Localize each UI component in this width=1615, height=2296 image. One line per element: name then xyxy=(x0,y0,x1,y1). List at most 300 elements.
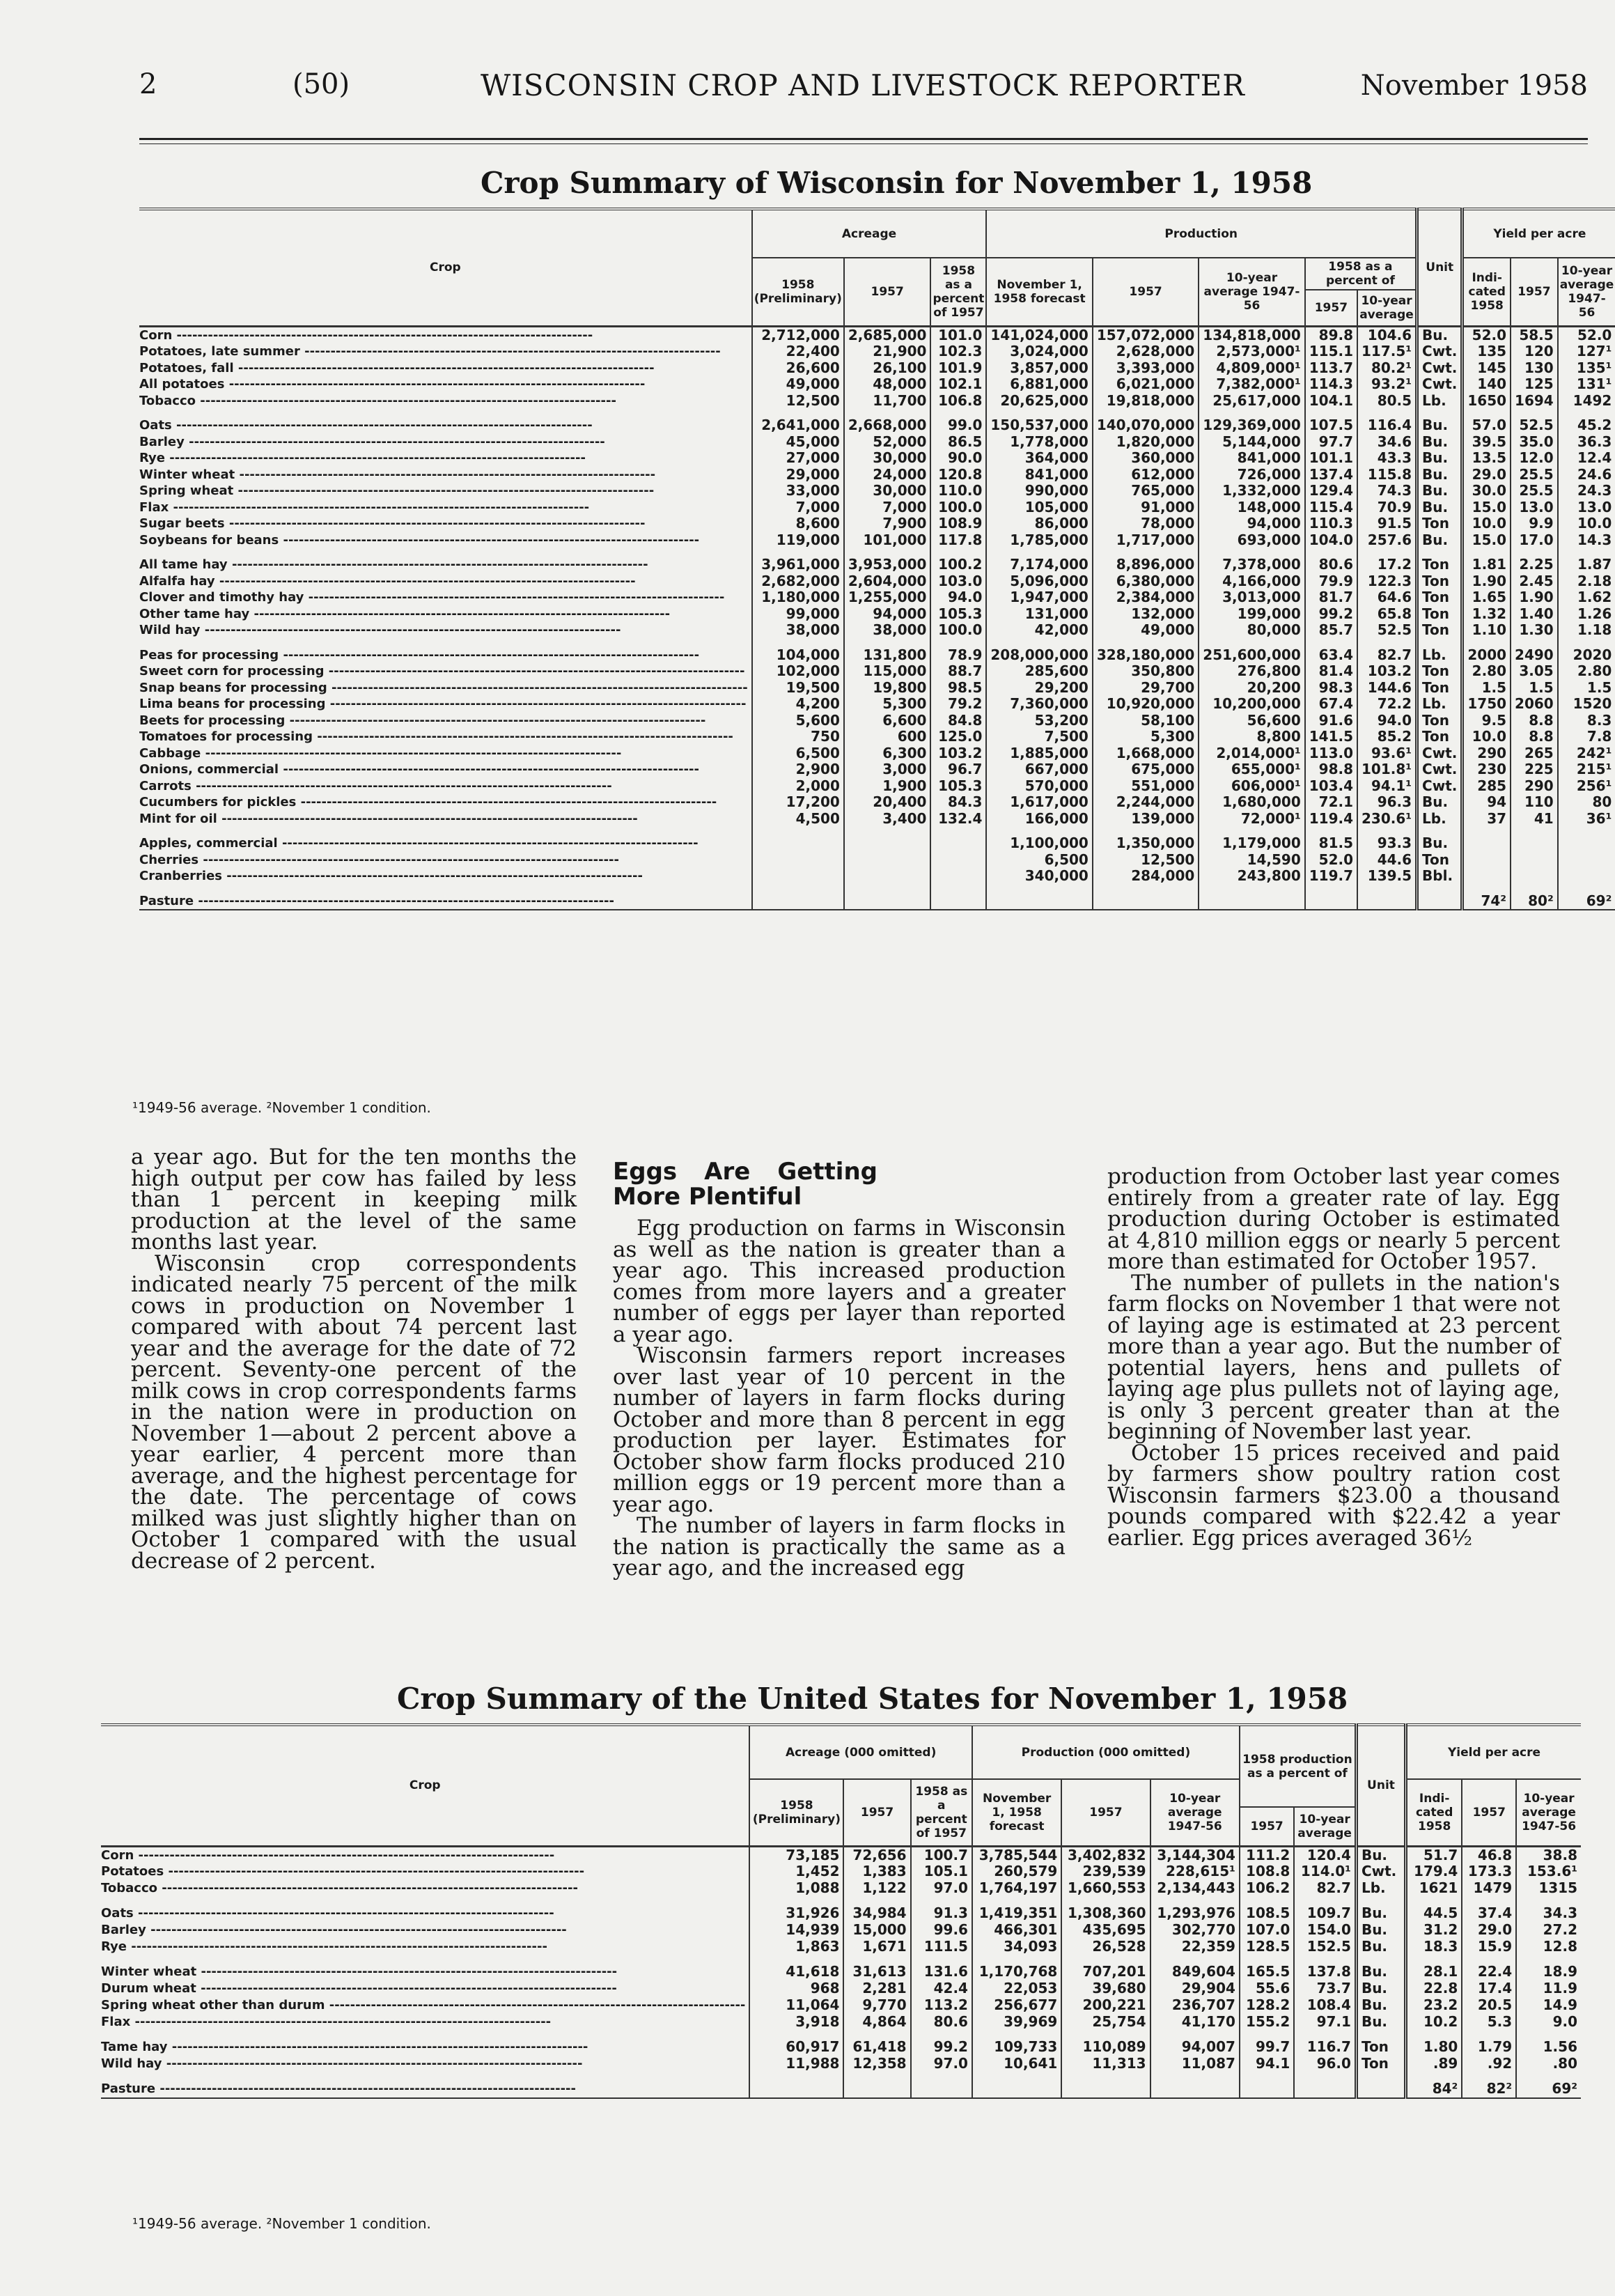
value-cell xyxy=(844,835,931,852)
value-cell: 8.3 xyxy=(1558,713,1615,729)
unit-cell: Bu. xyxy=(1417,326,1462,343)
value-cell: 130 xyxy=(1511,360,1558,377)
value-cell: 81.4 xyxy=(1305,663,1357,680)
crop-name: Barley -------------------------------------------------------------------------------- xyxy=(139,434,605,449)
value-cell xyxy=(930,835,986,852)
value-cell: 98.5 xyxy=(930,680,986,697)
table-row xyxy=(139,483,1615,499)
leader-dots: -------------------------------------------------------------------------------- xyxy=(299,344,721,359)
value-cell: 17.4 xyxy=(1462,1980,1516,1997)
value-cell: 1,947,000 xyxy=(986,589,1092,606)
value-cell: 27,000 xyxy=(752,450,844,467)
value-cell: 2,281 xyxy=(843,1980,910,1997)
col-crop: Crop xyxy=(139,209,752,326)
col-acre-1957: 1957 xyxy=(843,1779,910,1846)
spacer-cell xyxy=(1199,885,1304,893)
value-cell: 7,500 xyxy=(986,729,1092,745)
value-cell: 2020 xyxy=(1558,647,1615,664)
value-cell: 14,590 xyxy=(1199,852,1304,869)
value-cell: 1.5 xyxy=(1511,680,1558,697)
value-cell: 94 xyxy=(1462,794,1511,811)
table-row xyxy=(101,2014,1581,2031)
value-cell: 6,300 xyxy=(844,745,931,762)
value-cell: 35.0 xyxy=(1511,434,1558,451)
value-cell: 5,600 xyxy=(752,713,844,729)
spacer-cell xyxy=(752,827,844,835)
value-cell: .92 xyxy=(1462,2056,1516,2072)
page-header xyxy=(139,68,1588,110)
value-cell: 84.8 xyxy=(930,713,986,729)
value-cell: 119.7 xyxy=(1305,868,1357,885)
value-cell: 110 xyxy=(1511,794,1558,811)
value-cell: 79.2 xyxy=(930,696,986,713)
value-cell: 12.8 xyxy=(1516,1939,1581,1955)
crop-name: Oats -------------------------------------------------------------------------------- xyxy=(139,418,593,433)
value-cell: 2,000 xyxy=(752,778,844,795)
spacer-cell xyxy=(139,409,752,417)
value-cell xyxy=(1199,893,1304,910)
value-cell: 103.4 xyxy=(1305,778,1357,795)
value-cell xyxy=(1240,2081,1294,2098)
value-cell: 1,660,553 xyxy=(1061,1880,1150,1897)
value-cell: 43.3 xyxy=(1357,450,1417,467)
value-cell: 85.7 xyxy=(1305,622,1357,639)
leader-dots: -------------------------------------------------------------------------------- xyxy=(249,606,671,621)
value-cell: 60,917 xyxy=(749,2039,843,2056)
value-cell: 6,021,000 xyxy=(1093,376,1199,393)
leader-dots: -------------------------------------------------------------------------------- xyxy=(196,1981,617,1996)
value-cell: 25,617,000 xyxy=(1199,393,1304,410)
leader-dots: -------------------------------------------------------------------------------- xyxy=(227,557,648,572)
value-cell: 94,000 xyxy=(844,606,931,623)
value-cell: 89.8 xyxy=(1305,326,1357,343)
value-cell: 29,000 xyxy=(752,467,844,483)
value-cell: 25.5 xyxy=(1511,467,1558,483)
value-cell: 51.7 xyxy=(1406,1846,1462,1863)
value-cell: 88.7 xyxy=(930,663,986,680)
table-row xyxy=(139,343,1615,360)
table-row xyxy=(139,696,1615,713)
unit-cell: Ton xyxy=(1417,622,1462,639)
col-unit: Unit xyxy=(1356,1725,1405,1846)
unit-cell xyxy=(1417,893,1462,910)
value-cell: 17.2 xyxy=(1357,557,1417,573)
wi-crop-table xyxy=(139,208,1615,910)
value-cell: 23.2 xyxy=(1406,1997,1462,2014)
value-cell: 45,000 xyxy=(752,434,844,451)
leader-dots: -------------------------------------------------------------------------------- xyxy=(279,647,700,662)
unit-cell: Bu. xyxy=(1356,1922,1405,1939)
value-cell: 45.2 xyxy=(1558,417,1615,434)
value-cell: 29,904 xyxy=(1150,1980,1240,1997)
value-cell: 570,000 xyxy=(986,778,1092,795)
value-cell: 2,682,000 xyxy=(752,573,844,590)
value-cell: 9.9 xyxy=(1511,515,1558,532)
value-cell: 115,000 xyxy=(844,663,931,680)
leader-dots: -------------------------------------------------------------------------------- xyxy=(133,1906,554,1921)
value-cell: 101.9 xyxy=(930,360,986,377)
value-cell: 1.90 xyxy=(1462,573,1511,590)
spacer-cell xyxy=(139,827,752,835)
col-yield-1957: 1957 xyxy=(1462,1779,1516,1846)
value-cell: 4,200 xyxy=(752,696,844,713)
unit-cell: Cwt. xyxy=(1417,745,1462,762)
value-cell: 72.2 xyxy=(1357,696,1417,713)
value-cell: 153.6¹ xyxy=(1516,1863,1581,1880)
value-cell: 1.90 xyxy=(1511,589,1558,606)
col-prod-pct: 1958 production as a percent of xyxy=(1240,1725,1357,1807)
value-cell: 111.5 xyxy=(911,1939,972,1955)
value-cell: 5,144,000 xyxy=(1199,434,1304,451)
unit-cell: Bu. xyxy=(1417,794,1462,811)
value-cell: 22,053 xyxy=(972,1980,1061,1997)
value-cell: 100.2 xyxy=(930,557,986,573)
value-cell: 84² xyxy=(1406,2081,1462,2098)
value-cell: 94.1¹ xyxy=(1357,778,1417,795)
value-cell: 101.0 xyxy=(930,326,986,343)
col-prod-pct-10yr: 10-year average xyxy=(1357,290,1417,326)
table-row xyxy=(139,713,1615,729)
value-cell: 17.0 xyxy=(1511,532,1558,549)
leader-dots: -------------------------------------------------------------------------------- xyxy=(279,532,700,548)
table-row xyxy=(101,1997,1581,2014)
col-yield-10yr: 10-year average 1947-56 xyxy=(1558,258,1615,326)
wi-table-title: Crop Summary of Wisconsin for November 1, 1958 xyxy=(481,166,1313,200)
value-cell: 3,400 xyxy=(844,811,931,828)
leader-dots: -------------------------------------------------------------------------------- xyxy=(184,434,605,449)
value-cell: 290 xyxy=(1462,745,1511,762)
table-row xyxy=(139,573,1615,590)
value-cell: 1.5 xyxy=(1462,680,1511,697)
crop-name: Winter wheat -------------------------------------------------------------------------------- xyxy=(139,467,656,482)
value-cell: 3,000 xyxy=(844,761,931,778)
value-cell: 2,628,000 xyxy=(1093,343,1199,360)
us-crop-table xyxy=(101,1723,1581,2099)
value-cell: 27.2 xyxy=(1516,1922,1581,1939)
value-cell: 131,000 xyxy=(986,606,1092,623)
value-cell: 18.9 xyxy=(1516,1964,1581,1980)
table-row xyxy=(101,2039,1581,2056)
crop-name: Lima beans for processing -------------------------------------------------------------------------------- xyxy=(139,697,747,711)
leader-dots: -------------------------------------------------------------------------------- xyxy=(222,869,643,883)
col-acreage: Acreage xyxy=(752,209,987,258)
article-column-2 xyxy=(613,1159,1066,1579)
value-cell: 230.6¹ xyxy=(1357,811,1417,828)
value-cell: 52.5 xyxy=(1511,417,1558,434)
value-cell: 20,200 xyxy=(1199,680,1304,697)
value-cell: 29.0 xyxy=(1462,467,1511,483)
value-cell: 55.6 xyxy=(1240,1980,1294,1997)
leader-dots: -------------------------------------------------------------------------------- xyxy=(194,893,615,908)
value-cell: 108.5 xyxy=(1240,1905,1294,1922)
crop-name: All tame hay -------------------------------------------------------------------------------- xyxy=(139,557,648,572)
table-row xyxy=(139,589,1615,606)
table-row xyxy=(101,1980,1581,1997)
value-cell: 22.4 xyxy=(1462,1964,1516,1980)
spacer-cell xyxy=(139,548,752,557)
value-cell xyxy=(986,893,1092,910)
table-row xyxy=(139,376,1615,393)
unit-cell: Ton xyxy=(1417,663,1462,680)
value-cell: 140,070,000 xyxy=(1093,417,1199,434)
crop-name: Cucumbers for pickles -------------------------------------------------------------------------------- xyxy=(139,795,717,809)
leader-dots: -------------------------------------------------------------------------------- xyxy=(233,360,655,375)
value-cell: 137.8 xyxy=(1294,1964,1356,1980)
value-cell: 127¹ xyxy=(1558,343,1615,360)
value-cell: 125.0 xyxy=(930,729,986,745)
value-cell xyxy=(1511,835,1558,852)
value-cell: 110.3 xyxy=(1305,515,1357,532)
value-cell: 22.8 xyxy=(1406,1980,1462,1997)
leader-dots: -------------------------------------------------------------------------------- xyxy=(171,418,593,433)
value-cell: 19,818,000 xyxy=(1093,393,1199,410)
spacer-cell xyxy=(101,1897,749,1905)
value-cell: 3,144,304 xyxy=(1150,1846,1240,1863)
value-cell: 11,064 xyxy=(749,1997,843,2014)
table-row xyxy=(139,893,1615,910)
value-cell: 1,863 xyxy=(749,1939,843,1955)
value-cell: 72,000¹ xyxy=(1199,811,1304,828)
crop-name: Cabbage -------------------------------------------------------------------------------- xyxy=(139,745,622,761)
value-cell: 84.3 xyxy=(930,794,986,811)
value-cell: 30,000 xyxy=(844,483,931,499)
value-cell: 48,000 xyxy=(844,376,931,393)
value-cell: 72.1 xyxy=(1305,794,1357,811)
value-cell: 10.2 xyxy=(1406,2014,1462,2031)
value-cell: 350,800 xyxy=(1093,663,1199,680)
value-cell: 119.4 xyxy=(1305,811,1357,828)
value-cell: 36¹ xyxy=(1558,811,1615,828)
value-cell: 606,000¹ xyxy=(1199,778,1304,795)
value-cell: 99.2 xyxy=(911,2039,972,2056)
value-cell: 100.0 xyxy=(930,499,986,516)
value-cell: 154.0 xyxy=(1294,1922,1356,1939)
value-cell: 12,358 xyxy=(843,2056,910,2072)
value-cell: 7,360,000 xyxy=(986,696,1092,713)
paragraph: production from October last year comes entirely from a greater rate of lay. Egg production during October is estimated at 4,810 million eggs or nearly 5 percent more than estimated for October 1957. xyxy=(1107,1164,1560,1274)
value-cell: 2,712,000 xyxy=(752,326,844,343)
crop-name: Soybeans for beans -------------------------------------------------------------------------------- xyxy=(139,532,700,548)
value-cell: 3,857,000 xyxy=(986,360,1092,377)
value-cell: 257.6 xyxy=(1357,532,1417,549)
value-cell: 1520 xyxy=(1558,696,1615,713)
value-cell: 131,800 xyxy=(844,647,931,664)
value-cell: 15,000 xyxy=(843,1922,910,1939)
value-cell: 285 xyxy=(1462,778,1511,795)
value-cell: 2,641,000 xyxy=(752,417,844,434)
value-cell: 20.5 xyxy=(1462,1997,1516,2014)
leader-dots: -------------------------------------------------------------------------------- xyxy=(165,451,586,465)
unit-cell: Cwt. xyxy=(1356,1863,1405,1880)
crop-name: Carrots -------------------------------------------------------------------------------- xyxy=(139,778,612,793)
value-cell: 18.3 xyxy=(1406,1939,1462,1955)
value-cell: 8,800 xyxy=(1199,729,1304,745)
leader-dots: -------------------------------------------------------------------------------- xyxy=(325,697,747,711)
col-acre-1957: 1957 xyxy=(844,258,931,326)
unit-cell: Bu. xyxy=(1417,835,1462,852)
value-cell: 1492 xyxy=(1558,393,1615,410)
value-cell: 1.80 xyxy=(1406,2039,1462,2056)
value-cell: 179.4 xyxy=(1406,1863,1462,1880)
table-row xyxy=(139,499,1615,516)
value-cell: 139.5 xyxy=(1357,868,1417,885)
value-cell: 96.7 xyxy=(930,761,986,778)
value-cell: 108.8 xyxy=(1240,1863,1294,1880)
value-cell: 466,301 xyxy=(972,1922,1061,1939)
value-cell: 225 xyxy=(1511,761,1558,778)
value-cell: 340,000 xyxy=(986,868,1092,885)
value-cell: 22,359 xyxy=(1150,1939,1240,1955)
value-cell: 65.8 xyxy=(1357,606,1417,623)
leader-dots: -------------------------------------------------------------------------------- xyxy=(296,795,717,809)
value-cell: 228,615¹ xyxy=(1150,1863,1240,1880)
leader-dots: -------------------------------------------------------------------------------- xyxy=(191,778,612,793)
crop-name: Corn -------------------------------------------------------------------------------- xyxy=(139,327,593,343)
leader-dots: -------------------------------------------------------------------------------- xyxy=(224,516,646,531)
unit-cell: Cwt. xyxy=(1417,778,1462,795)
spacer-cell xyxy=(844,885,931,893)
leader-dots: -------------------------------------------------------------------------------- xyxy=(162,2056,583,2071)
value-cell: 80.5 xyxy=(1357,393,1417,410)
value-cell: 128.5 xyxy=(1240,1939,1294,1955)
crop-name: Apples, commercial -------------------------------------------------------------------------------- xyxy=(139,836,699,851)
wi-table-body xyxy=(139,326,1615,910)
value-cell: 1.32 xyxy=(1462,606,1511,623)
value-cell: 8.8 xyxy=(1511,713,1558,729)
value-cell: 1,088 xyxy=(749,1880,843,1897)
spacer-cell xyxy=(1093,885,1199,893)
leader-dots: -------------------------------------------------------------------------------- xyxy=(324,664,745,678)
value-cell: 6,881,000 xyxy=(986,376,1092,393)
value-cell: 110,089 xyxy=(1061,2039,1150,2056)
leader-dots: -------------------------------------------------------------------------------- xyxy=(127,1939,547,1954)
spacer-cell xyxy=(844,639,931,647)
value-cell: 3,953,000 xyxy=(844,557,931,573)
value-cell: 58,100 xyxy=(1093,713,1199,729)
leader-dots: -------------------------------------------------------------------------------- xyxy=(200,623,621,637)
value-cell: 1,383 xyxy=(843,1863,910,1880)
value-cell: 2,014,000¹ xyxy=(1199,745,1304,762)
leader-dots: -------------------------------------------------------------------------------- xyxy=(169,499,590,515)
value-cell: 2.80 xyxy=(1558,663,1615,680)
value-cell: 1,680,000 xyxy=(1199,794,1304,811)
value-cell xyxy=(749,2081,843,2098)
spacer-cell xyxy=(1417,885,1462,893)
value-cell: 15.0 xyxy=(1462,499,1511,516)
value-cell: 31,613 xyxy=(843,1964,910,1980)
value-cell: 98.3 xyxy=(1305,680,1357,697)
spacer-cell xyxy=(1511,639,1558,647)
value-cell: 10.0 xyxy=(1462,515,1511,532)
value-cell: 166,000 xyxy=(986,811,1092,828)
paragraph: Wisconsin crop correspondents indicated nearly 75 percent of the milk cows in production on November 1 compared with about 74 percent last year and the average for the date of 72 percent. Seventy-one percent of the milk cows in crop correspondents farms in the nation were in production on November 1—about 2 percent above a year earlier, 4 percent more than average, and the highest percentage for the date. The percentage of cows milked was just slightly higher than on October 1 compared with the usual decrease of 2 percent. xyxy=(131,1250,577,1574)
crop-name: Peas for processing -------------------------------------------------------------------------------- xyxy=(139,647,700,662)
group-spacer xyxy=(101,2072,1581,2081)
value-cell: 1.62 xyxy=(1558,589,1615,606)
value-cell: 26,100 xyxy=(844,360,931,377)
unit-cell: Bu. xyxy=(1417,467,1462,483)
unit-cell: Ton xyxy=(1356,2039,1405,2056)
leader-dots: -------------------------------------------------------------------------------- xyxy=(196,1964,618,1979)
unit-cell: Bbl. xyxy=(1417,868,1462,885)
value-cell xyxy=(844,868,931,885)
value-cell: 106.8 xyxy=(930,393,986,410)
value-cell: 34.3 xyxy=(1516,1905,1581,1922)
value-cell: 82² xyxy=(1462,2081,1516,2098)
value-cell: 105.1 xyxy=(911,1863,972,1880)
spacer-cell xyxy=(1511,827,1558,835)
value-cell: 4,166,000 xyxy=(1199,573,1304,590)
crop-name: Alfalfa hay -------------------------------------------------------------------------------- xyxy=(139,573,636,589)
unit-cell xyxy=(1356,2081,1405,2098)
table-row xyxy=(139,417,1615,434)
value-cell: 94,007 xyxy=(1150,2039,1240,2056)
value-cell: 81.7 xyxy=(1305,589,1357,606)
value-cell: 15.9 xyxy=(1462,1939,1516,1955)
value-cell: 14.3 xyxy=(1558,532,1615,549)
spacer-cell xyxy=(1305,885,1357,893)
value-cell: 1,885,000 xyxy=(986,745,1092,762)
value-cell: 80² xyxy=(1511,893,1558,910)
table-row xyxy=(139,680,1615,697)
value-cell: 113.7 xyxy=(1305,360,1357,377)
value-cell: 63.4 xyxy=(1305,647,1357,664)
leader-dots: -------------------------------------------------------------------------------- xyxy=(327,680,748,695)
value-cell: 132,000 xyxy=(1093,606,1199,623)
value-cell: 1.10 xyxy=(1462,622,1511,639)
value-cell: 165.5 xyxy=(1240,1964,1294,1980)
table-row xyxy=(139,647,1615,664)
leader-dots: -------------------------------------------------------------------------------- xyxy=(130,2015,552,2029)
unit-cell: Bu. xyxy=(1417,499,1462,516)
value-cell: 1,764,197 xyxy=(972,1880,1061,1897)
value-cell: 91.6 xyxy=(1305,713,1357,729)
value-cell: 9.5 xyxy=(1462,713,1511,729)
table-row xyxy=(101,1846,1581,1863)
value-cell: 105,000 xyxy=(986,499,1092,516)
col-prod-pct-1957: 1957 xyxy=(1240,1807,1294,1846)
value-cell: 10.0 xyxy=(1558,515,1615,532)
value-cell: 1479 xyxy=(1462,1880,1516,1897)
crop-name: Oats -------------------------------------------------------------------------------- xyxy=(101,1906,554,1921)
value-cell: 90.0 xyxy=(930,450,986,467)
value-cell: 4,809,000¹ xyxy=(1199,360,1304,377)
value-cell: 157,072,000 xyxy=(1093,326,1199,343)
unit-cell: Bu. xyxy=(1356,2014,1405,2031)
value-cell: 120.8 xyxy=(930,467,986,483)
value-cell xyxy=(972,2081,1061,2098)
value-cell: 93.6¹ xyxy=(1357,745,1417,762)
value-cell: 1,308,360 xyxy=(1061,1905,1150,1922)
value-cell: 145 xyxy=(1462,360,1511,377)
value-cell: 52,000 xyxy=(844,434,931,451)
value-cell: 137.4 xyxy=(1305,467,1357,483)
value-cell: 108.4 xyxy=(1294,1997,1356,2014)
value-cell: 25.5 xyxy=(1511,483,1558,499)
table-row xyxy=(101,1964,1581,1980)
value-cell: 8.8 xyxy=(1511,729,1558,745)
value-cell: 265 xyxy=(1511,745,1558,762)
value-cell: 1650 xyxy=(1462,393,1511,410)
table-row xyxy=(101,1905,1581,1922)
value-cell: 80.6 xyxy=(911,2014,972,2031)
value-cell: 7,900 xyxy=(844,515,931,532)
unit-cell: Lb. xyxy=(1417,811,1462,828)
value-cell: 6,500 xyxy=(986,852,1092,869)
table-row xyxy=(139,450,1615,467)
crop-name: Sugar beets -------------------------------------------------------------------------------- xyxy=(139,516,646,531)
table-row xyxy=(139,663,1615,680)
